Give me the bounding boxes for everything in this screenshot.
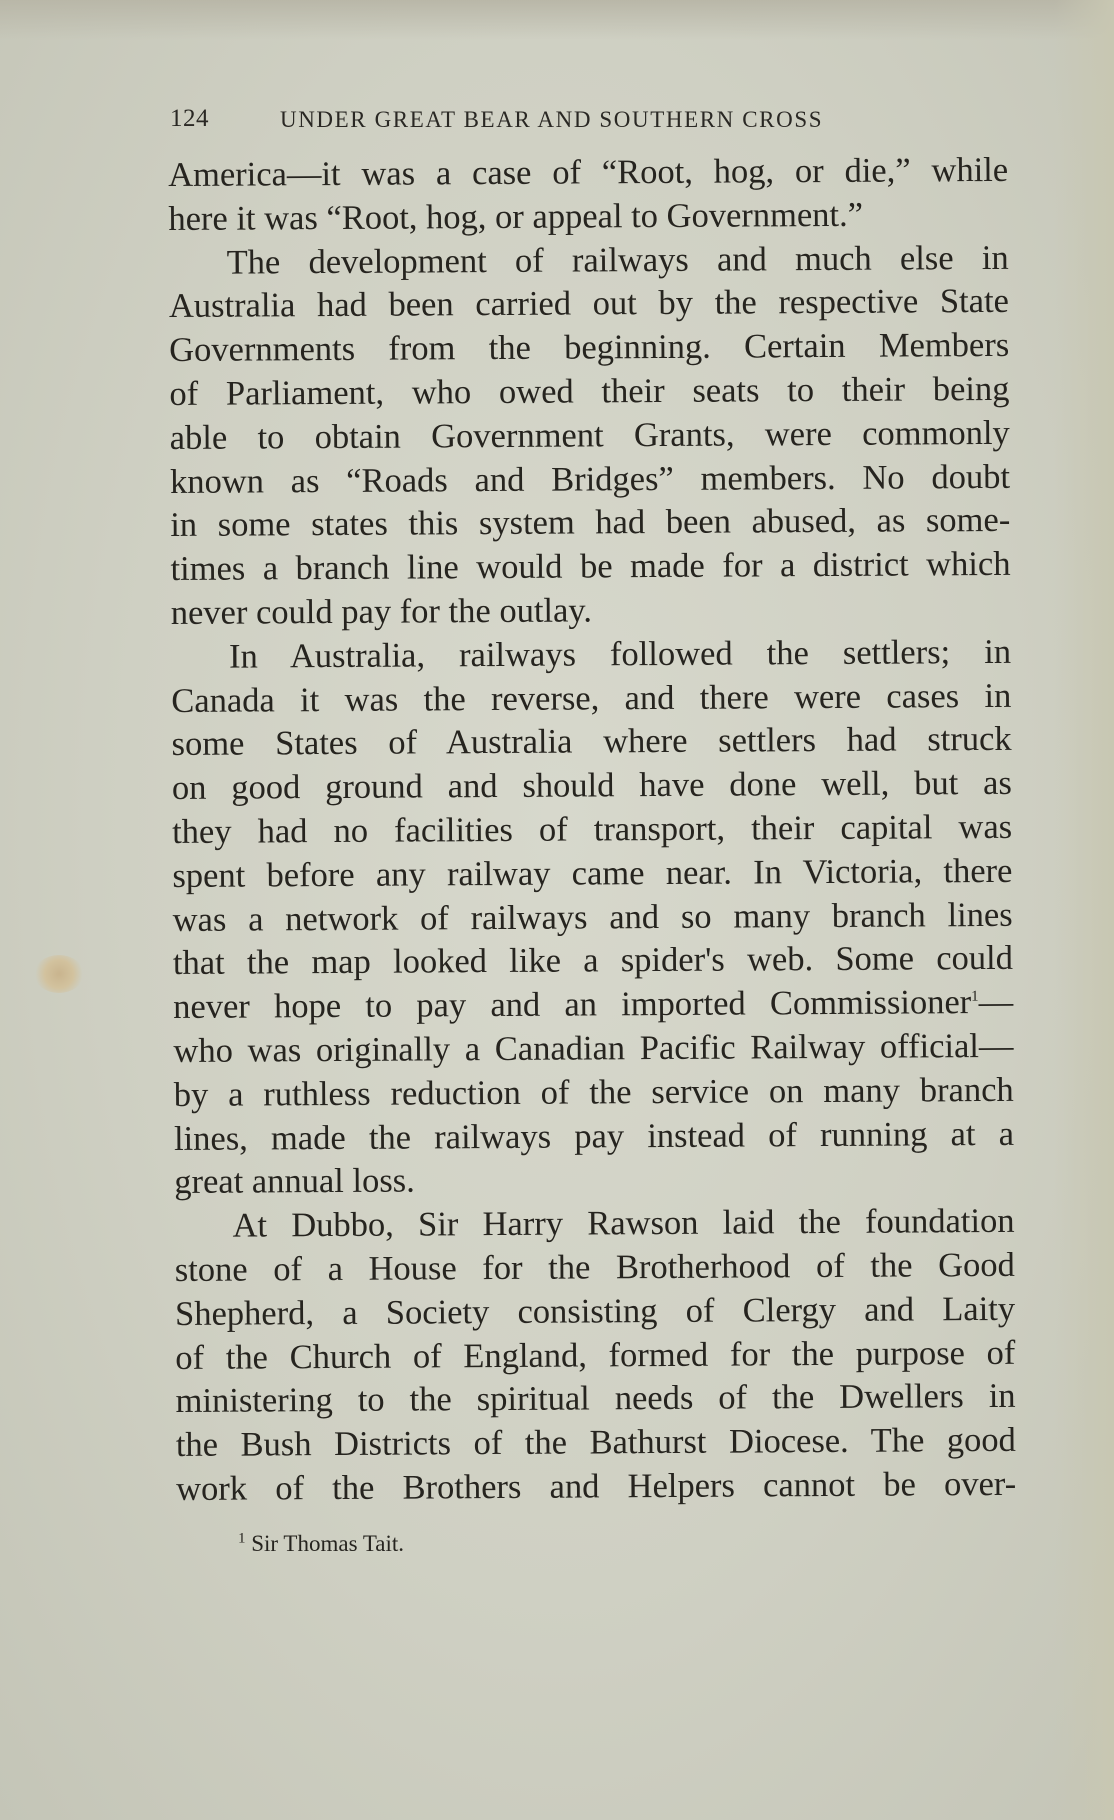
text-line: who was originally a Canadian Pacific Railway official—: [173, 1026, 1014, 1070]
text-line: they had no facilities of transport, their capital was: [172, 807, 1013, 851]
text-line: here it was “Root, hog, or appeal to Government.”: [168, 195, 864, 238]
text-line: spent before any railway came near. In Victoria, there: [172, 851, 1013, 895]
page-edge-shadow-top: [0, 0, 1114, 40]
text-line: America—it was a case of “Root, hog, or die,” while: [168, 150, 1009, 194]
paragraph-start-line: At Dubbo, Sir Harry Rawson laid the foundation: [232, 1201, 1015, 1245]
text-line: the Bush Districts of the Bathurst Diocese. The good: [175, 1420, 1016, 1465]
text-line: was a network of railways and so many branch lines: [172, 895, 1013, 939]
text-line: never could pay for the outlay.: [170, 591, 593, 632]
footnote-ref: 1: [971, 988, 979, 1005]
text-line: some States of Australia where settlers had struck: [171, 720, 1012, 764]
text-line: stone of a House for the Brotherhood of the Good: [174, 1245, 1015, 1289]
text-line: times a branch line would be made for a district which: [170, 545, 1011, 589]
paragraph-start-line: In Australia, railways followed the settlers; in: [228, 632, 1012, 676]
footnote-marker: 1: [238, 1530, 246, 1547]
text-line: known as “Roads and Bridges” members. No doubt: [169, 457, 1011, 501]
body-text: [168, 149, 1016, 1512]
text-line: ministering to the spiritual needs of the Dwellers in: [175, 1377, 1016, 1421]
text-line: able to obtain Government Grants, were commonly: [169, 413, 1010, 457]
footnote: [238, 1531, 404, 1557]
text-line: great annual loss.: [174, 1161, 415, 1202]
paragraph-start-line: The development of railways and much else in: [226, 238, 1009, 282]
page-edge-shadow-right: [1054, 0, 1114, 1820]
text-line: lines, made the railways pay instead of running at a: [173, 1114, 1015, 1158]
text-line: that the map looked like a spider's web. Some could: [172, 939, 1014, 983]
paper-stain: [34, 955, 84, 993]
text-line: of the Church of England, formed for the purpose of: [175, 1333, 1016, 1377]
footnote-text: Sir Thomas Tait.: [251, 1531, 405, 1556]
text-line: of Parliament, who owed their seats to their being: [169, 369, 1010, 413]
text-line: Canada it was the reverse, and there were cases in: [171, 676, 1012, 720]
text-line: on good ground and should have done well, but as: [171, 764, 1012, 808]
text-line-with-footnote: [173, 981, 1013, 1030]
text-line: work of the Brothers and Helpers cannot be over-: [176, 1464, 1017, 1508]
text-line: Governments from the beginning. Certain Members: [169, 326, 1010, 370]
running-header: [170, 103, 910, 143]
running-title: UNDER GREAT BEAR AND SOUTHERN CROSS: [280, 107, 824, 132]
text-segment: —: [978, 982, 1014, 1022]
text-line: in some states this system had been abused, as some-: [170, 501, 1011, 545]
page-number: 124: [170, 105, 209, 132]
text-line: Australia had been carried out by the respective State: [168, 282, 1010, 326]
text-segment: never hope to pay and an imported Commissioner: [173, 983, 972, 1027]
text-line: Shepherd, a Society consisting of Clergy and Laity: [174, 1289, 1016, 1333]
text-line: by a ruthless reduction of the service on many branch: [173, 1070, 1014, 1114]
